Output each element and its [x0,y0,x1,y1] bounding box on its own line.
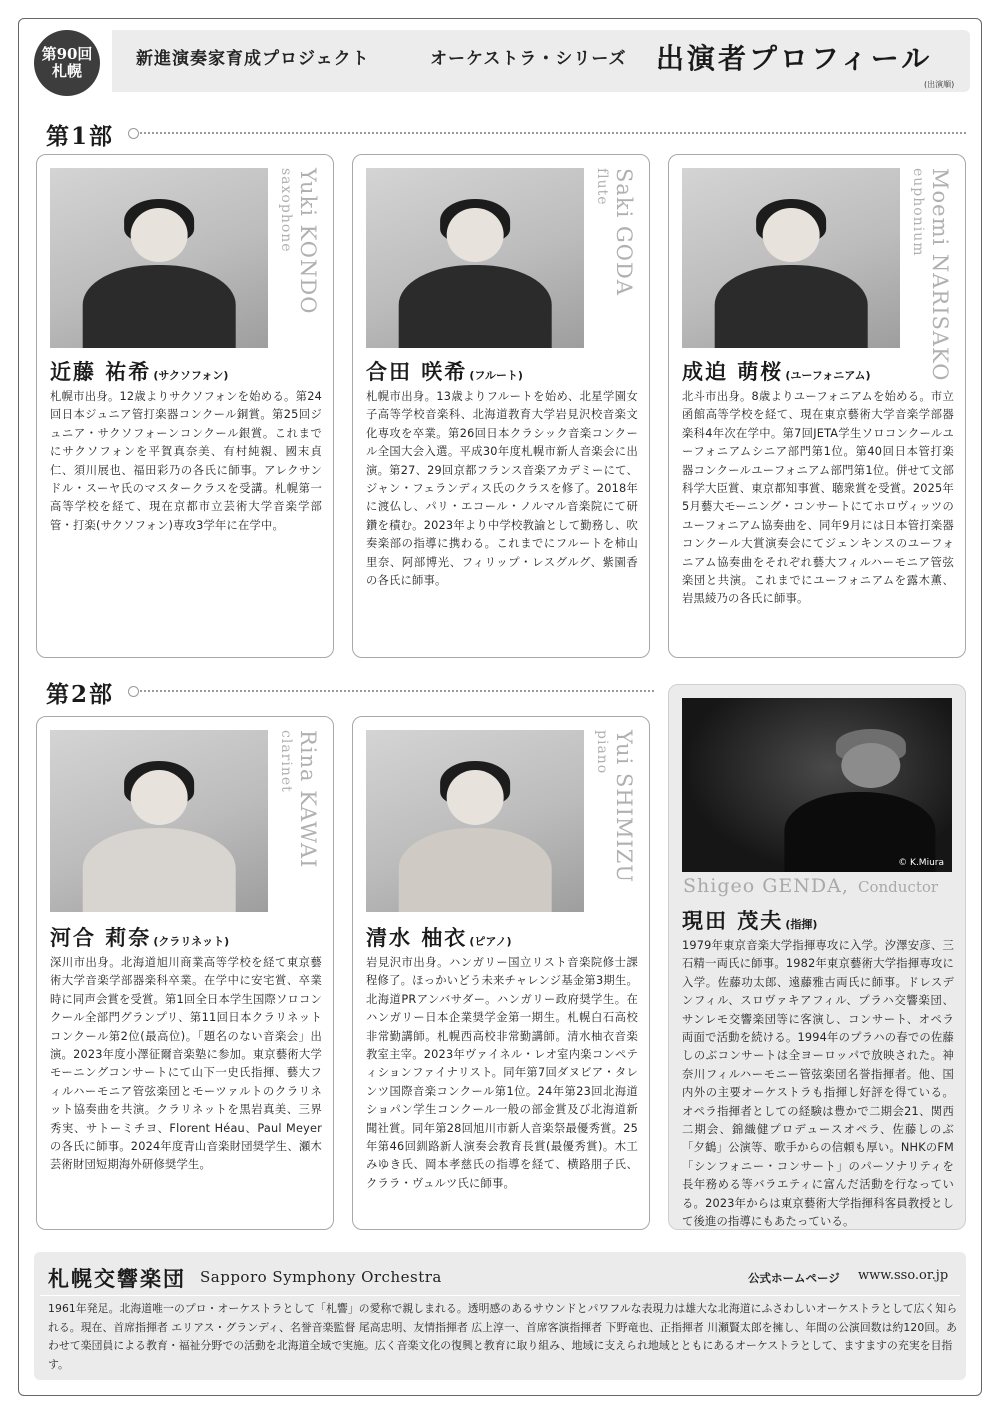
roman-instrument: piano [594,730,610,775]
roman-name: Moemi NARISAKO [928,168,952,382]
roman-name-kawai [277,730,320,868]
conductor-bio: 1979年東京音楽大学指揮専攻に入学。汐澤安彦、三石精一両氏に師事。1982年東京藝術大学指揮専攻に入学。佐藤功太郎、遠藤雅古両氏に師事。ドレスデンフィル、スロヴァキアフィル、プラハ交響楽団、サンレモ交響楽団等に客演し、コンサート、オペラ両面で活動を続ける。1994年のプラハの春での佐藤しのぶコンサートは全ヨーロッパで放映された。神奈川フィルハーモニー管弦楽団名誉指揮者。他、国内外の主要オーケストラも指揮し好評を得ている。オペラ指揮者としての経験は豊かで二期会21、関西二期会、錦織健プロデュースオペラ、佐藤しのぶ「夕鶴」公演等、歌手からの信頼も厚い。NHKのFM「シンフォニー・コンサート」のパーソナリティを長年務める等バラエティに富んだ活動を行なっている。2023年からは東京藝術大学指揮科客員教授として後進の指導にもあたっている。 [682,939,954,1229]
body-shape [83,828,236,912]
head-shape [447,208,504,262]
performer-bio-goda: 札幌市出身。13歳よりフルートを始め、北星学園女子高等学校音楽科、北海道教育大学岩見沢校音楽文化専攻を卒業。第26回日本クラシック音楽コンクール全国大会入選。平成30年度札幌市新人音楽会に出演。第27、29回京都フランス音楽アカデミーにて、ジャン・フェランディス氏のクラスを修了。2018年に渡仏し、パリ・エコール・ノルマル音楽院にて研鑽を積む。2023年より中学校教諭として勤務し、吹奏楽部の指導に携わる。これまでにフルートを柿山里奈、阿部博光、フィリップ・レスグルグ、紫園香の各氏に師事。 [366,390,638,588]
performer-name: 成迫 萌桜 [682,359,784,384]
homepage-url: www.sso.or.jp [858,1268,949,1283]
performer-name-goda [366,356,523,386]
performer-bio-kondo: 札幌市出身。12歳よりサクソフォンを始める。第24回日本ジュニア管打楽器コンクール銅賞。第25回ジュニア・サクソフォーンコンクール銀賞。これまでにサクソフォンを平賀真奈美、有村純親、國末貞仁、須川展也、福田彩乃の各氏に師事。アレクサンドル・スーヤ氏のマスタークラスを受講。札幌第一高等学校を経て、現在京都市立芸術大学音楽学部管・打楽(サクソフォン)専攻3学年に在学中。 [50,390,322,532]
photo-credit: © K.Miura [898,858,944,868]
order-note: (出演順) [924,80,955,89]
roman-name-narisako [909,168,952,381]
performer-name-shimizu [366,922,512,952]
part2-title: 第2部 [46,681,115,708]
performer-instrument: (サクソフォン) [153,369,229,382]
homepage-label: 公式ホームページ [748,1271,840,1285]
performer-name-kawai [50,922,229,952]
performer-name: 河合 莉奈 [50,925,152,950]
head-shape [447,770,504,825]
performer-photo-kawai [50,730,268,912]
series-name: オーケストラ・シリーズ [430,49,627,69]
badge-edition: 第90回 [41,44,93,63]
performer-photo-goda [366,168,584,348]
roman-name: Yuki KONDO [296,168,320,315]
performer-photo-narisako [682,168,900,348]
body-shape [83,265,236,348]
roman-name: Rina KAWAI [296,730,320,869]
performer-bio-kawai: 深川市出身。北海道旭川商業高等学校を経て東京藝術大学音楽学部器楽科卒業。在学中に安宅賞、卒業時に同声会賞を受賞。第1回全日本学生国際ソロコンクール全部門グランプリ、第11回日本クラリネットコンクール第2位(最高位)。「題名のない音楽会」出演。2023年度小澤征爾音楽塾に参加。東京藝術大学モーニングコンサートにて山下一史氏指揮、藝大フィルハーモニア管弦楽団とモーツァルトのクラリネット協奏曲を共演。クラリネットを黒岩真美、三界秀実、サトーミチヨ、Florent Héau、Paul Meyerの各氏に師事。2024年度青山音楽財団奨学生、瀬木芸術財団短期海外研修奨学生。 [50,956,322,1172]
part1-title: 第1部 [46,123,115,150]
performer-photo-shimizu [366,730,584,912]
conductor-name: 現田 茂夫 [682,908,784,933]
performer-name: 清水 柚衣 [366,925,468,950]
roman-name: Shigeo GENDA, [683,875,849,897]
orchestra-description: 1961年発足。北海道唯一のプロ・オーケストラとして「札響」の愛称で親しまれる。透明感のあるサウンドとパワフルな表現力は雄大な北海道にふさわしいオーケストラとして広く知られる。現在、首席指揮者 エリアス・グランディ、名誉音楽監督 尾高忠明、友情指揮者 広上淳一、首席客演指揮者 下野竜也、正指揮者 川瀬賢太郎を擁し、年間の公演回数は約120回。あわせて楽団員による教育・福祉分野での活動を北海道全域で実施。広く音楽文化の復興と教育に取り組み、地域に支えられ地域とともにあるオーケストラとして、ますますの充実を目指す。 [48,1302,958,1371]
body-shape [399,828,552,912]
project-name: 新進演奏家育成プロジェクト [136,49,370,69]
performer-name: 近藤 祐希 [50,359,152,384]
performer-photo-kondo [50,168,268,348]
performer-name: 合田 咲希 [366,359,468,384]
conductor-photo [682,698,952,872]
orchestra-divider [40,1295,960,1296]
roman-name-shimizu [593,730,636,883]
roman-name: Yui SHIMIZU [612,730,636,884]
badge-city: 札幌 [51,62,82,80]
body-shape [715,265,868,348]
conductor-name-row [682,905,817,935]
head-shape [131,208,188,262]
part2-divider [132,690,654,692]
performer-instrument: (クラリネット) [153,935,230,948]
conductor-role: (指揮) [785,918,818,931]
roman-instrument: flute [594,168,610,206]
roman-instrument: clarinet [278,730,294,793]
performer-instrument: (ユーフォニアム) [785,369,871,382]
page-title: 出演者プロフィール [656,42,933,75]
roman-name-kondo [277,168,320,314]
head-shape [763,208,820,262]
part1-divider [132,132,966,134]
performer-instrument: (ピアノ) [469,935,512,948]
head-shape [131,770,188,825]
orchestra-name: 札幌交響楽団 [48,1266,186,1291]
performer-name-narisako [682,356,871,386]
roman-instrument: euphonium [910,168,926,257]
roman-name-goda [593,168,636,296]
performer-instrument: (フルート) [469,369,523,382]
performer-bio-narisako: 北斗市出身。8歳よりユーフォニアムを始める。市立函館高等学校を経て、現在東京藝術大学音楽学部器楽科4年次在学中。第7回JETA学生ソロコンクールユーフォニアムシニア部門第1位。第40回日本管打楽器コンクールユーフォニアム部門第1位。併せて文部科学大臣賞、東京都知事賞、聴衆賞を受賞。2025年5月藝大モーニング・コンサートにてホロヴィッツのユーフォニアム協奏曲を、同年9月には日本管打楽器コンクール大賞演奏会にてジェンキンスのユーフォニアム協奏曲をそれぞれ藝大フィルハーモニア管弦楽団と共演。これまでにユーフォニアムを露木薫、岩黒綾乃の各氏に師事。 [682,390,954,606]
body-shape [399,265,552,348]
roman-instrument: saxophone [278,168,294,253]
roman-role: Conductor [857,878,939,896]
roman-name: Saki GODA [612,168,636,297]
orchestra-name-en: Sapporo Symphony Orchestra [200,1268,442,1286]
head-shape [841,743,900,788]
conductor-roman-name [683,875,938,897]
edition-badge [34,30,100,96]
performer-name-kondo [50,356,228,386]
performer-bio-shimizu: 岩見沢市出身。ハンガリー国立リスト音楽院修士課程修了。ほっかいどう未来チャレンジ基金第3期生。北海道PRアンバサダー。ハンガリー政府奨学生。在ハンガリー日本企業奨学金第一期生。札幌白石高校非常勤講師。札幌西高校非常勤講師。清水柚衣音楽教室主宰。2023年ヴァイネル・レオ室内楽コンペティションファイナリスト。同年第7回ダヌビア・タレンツ国際音楽コンクール第1位。24年第23回北海道ショパン学生コンクール一般の部金賞及び北海道新聞社賞。同年第28回旭川市新人音楽祭最優秀賞。25年第46回釧路新人演奏会教育長賞(最優秀賞)。木工みゆき氏、岡本孝慈氏の指導を経て、横路朋子氏、クララ・ヴュルツ氏に師事。 [366,956,638,1190]
